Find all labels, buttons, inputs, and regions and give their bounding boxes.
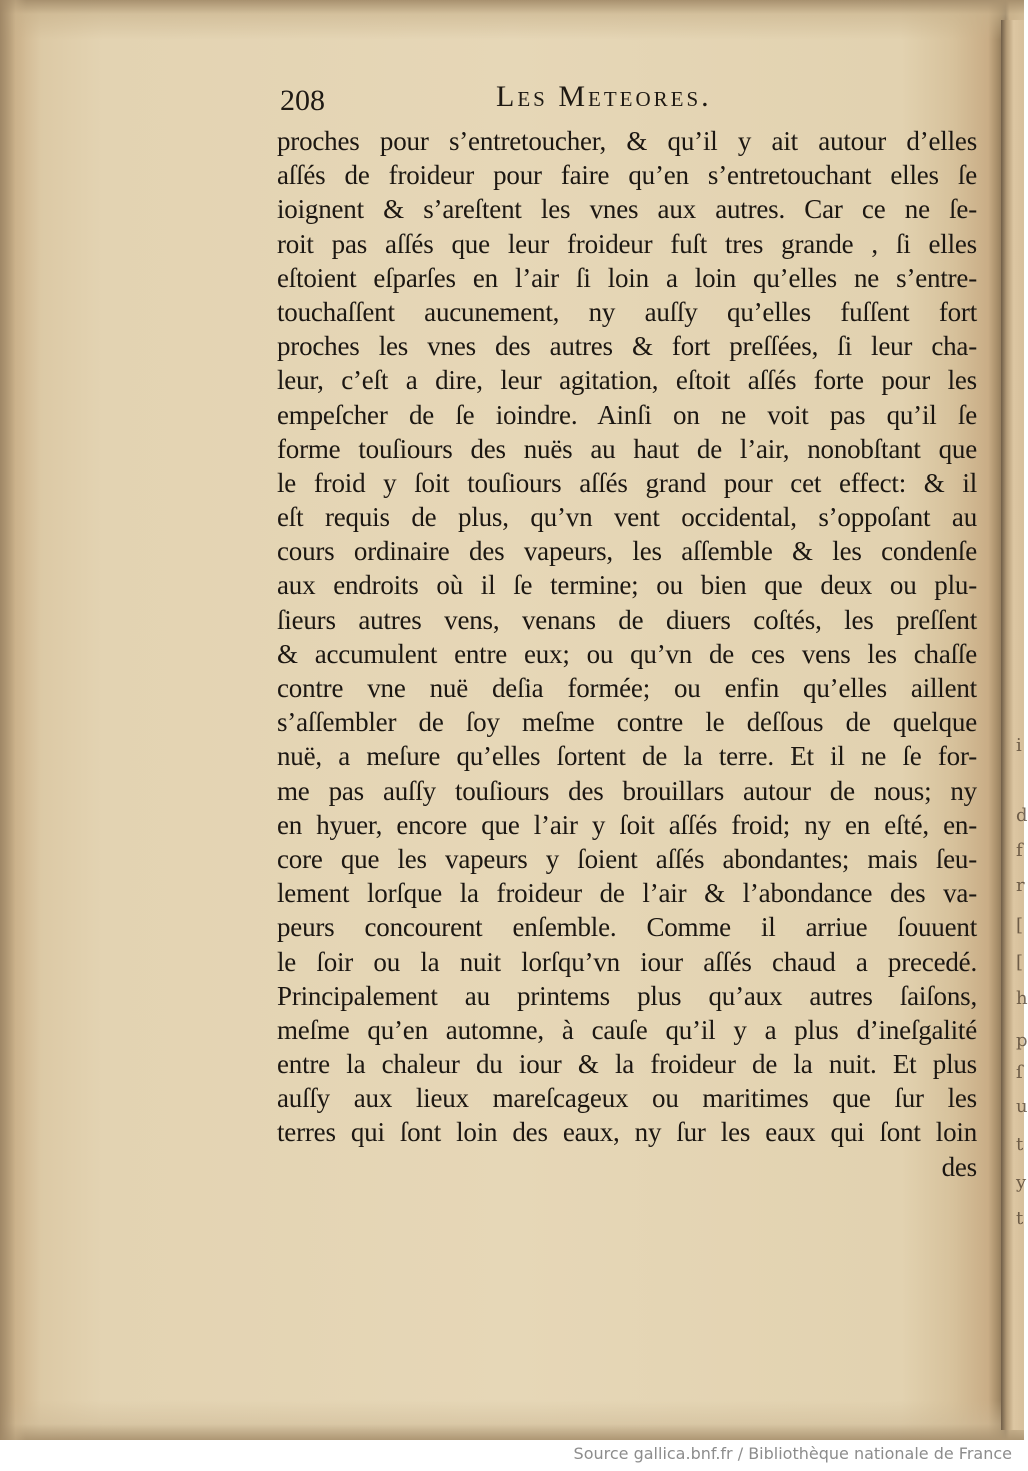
text-line: proches les vnes des autres & fort preſſées, ſi leur cha- xyxy=(277,331,977,362)
text-line: s’aſſembler de ſoy meſme contre le deſſous de quelque xyxy=(277,707,977,738)
text-line: empeſcher de ſe ioindre. Ainſi on ne voit pas qu’il ſe xyxy=(277,399,977,430)
running-head xyxy=(280,80,1000,120)
text-line: eſt requis de plus, qu’vn vent occidental, s’oppoſant au xyxy=(277,502,977,533)
text-line: forme touſiours des nuës au haut de l’air, nonobſtant que xyxy=(277,433,977,464)
text-line: le froid y ſoit touſiours aſſés grand pour cet effect: & il xyxy=(277,467,977,498)
page-number: 208 xyxy=(280,84,325,117)
text-line: me pas auſſy touſiours des brouillars autour de nous; ny xyxy=(277,775,977,806)
edge-mark: f xyxy=(1016,840,1023,861)
text-line: entre la chaleur du iour & la froideur de la nuit. Et plus xyxy=(277,1049,977,1080)
text-line: lement lorſque la froideur de l’air & l’abondance des va- xyxy=(277,878,977,909)
text-line: core que les vapeurs y ſoient aſſés abondantes; mais ſeu- xyxy=(277,843,977,874)
catchword: des xyxy=(941,1151,977,1182)
text-line: terres qui ſont loin des eaux, ny ſur les eaux qui ſont loin xyxy=(277,1117,977,1148)
scan-left-shadow xyxy=(0,0,26,1440)
text-line: roit pas aſſés que leur froideur fuſt tres grande , ſi elles xyxy=(277,228,977,259)
text-line: Principalement au printems plus qu’aux autres ſaiſons, xyxy=(277,980,977,1011)
text-line: ioignent & s’areſtent les vnes aux autres. Car ce ne ſe- xyxy=(277,194,977,225)
edge-mark: ſ xyxy=(1016,1062,1023,1083)
text-line: leur, c’eſt a dire, leur agitation, eſtoit aſſés forte pour les xyxy=(277,365,977,396)
text-line: cours ordinaire des vapeurs, les aſſemble & les condenſe xyxy=(277,536,977,567)
text-line: aux endroits où il ſe termine; ou bien que deux ou plu- xyxy=(277,570,977,601)
text-line: le ſoir ou la nuit lorſqu’vn iour aſſés chaud a precedé. xyxy=(277,946,977,977)
edge-mark: p xyxy=(1016,1030,1028,1051)
body-text xyxy=(277,124,977,1184)
text-line: touchaſſent aucunement, ny auſſy qu’elles fuſſent fort xyxy=(277,296,977,327)
text-line: contre vne nuë deſia formée; ou enfin qu’elles aillent xyxy=(277,673,977,703)
edge-mark: t xyxy=(1016,1208,1024,1229)
edge-mark: r xyxy=(1016,875,1025,896)
text-line: proches pour s’entretoucher, & qu’il y ait autour d’elles xyxy=(277,126,977,156)
text-line: auſſy aux lieux mareſcageux ou maritimes que ſur les xyxy=(277,1083,977,1114)
edge-mark: d xyxy=(1016,805,1028,826)
running-title: Les Meteores. xyxy=(496,80,712,113)
text-line: nuë, a meſure qu’elles ſortent de la terre. Et il ne ſe for- xyxy=(277,741,977,772)
scan-bottom-shadow xyxy=(0,1400,1024,1440)
edge-mark: h xyxy=(1016,988,1028,1009)
text-line: meſme qu’en automne, à cauſe qu’il y a plus d’ineſgalité xyxy=(277,1014,977,1045)
text-line: peurs concourent enſemble. Comme il arriue ſouuent xyxy=(277,912,977,943)
edge-mark: [ xyxy=(1016,915,1024,936)
footer-bar xyxy=(0,1440,1024,1471)
edge-mark: u xyxy=(1016,1096,1028,1117)
text-line: & accumulent entre eux; ou qu’vn de ces vens les chaſſe xyxy=(277,638,977,669)
edge-mark: t xyxy=(1016,1134,1024,1155)
text-line: eſtoient eſparſes en l’air ſi loin a loin qu’elles ne s’entre- xyxy=(277,262,977,293)
source-credit: Source gallica.bnf.fr / Bibliothèque nationale de France xyxy=(573,1444,1012,1463)
edge-mark: y xyxy=(1016,1172,1027,1193)
edge-mark: [ xyxy=(1016,952,1024,973)
scan-top-shadow xyxy=(0,0,1024,40)
text-line: en hyuer, encore que l’air y ſoit aſſés froid; ny en eſté, en- xyxy=(277,809,977,840)
edge-mark: i xyxy=(1016,735,1022,756)
text-line: ſieurs autres vens, venans de diuers coſtés, les preſſent xyxy=(277,604,977,635)
text-line: aſſés de froideur pour faire qu’en s’entretouchant elles ſe xyxy=(277,160,977,191)
